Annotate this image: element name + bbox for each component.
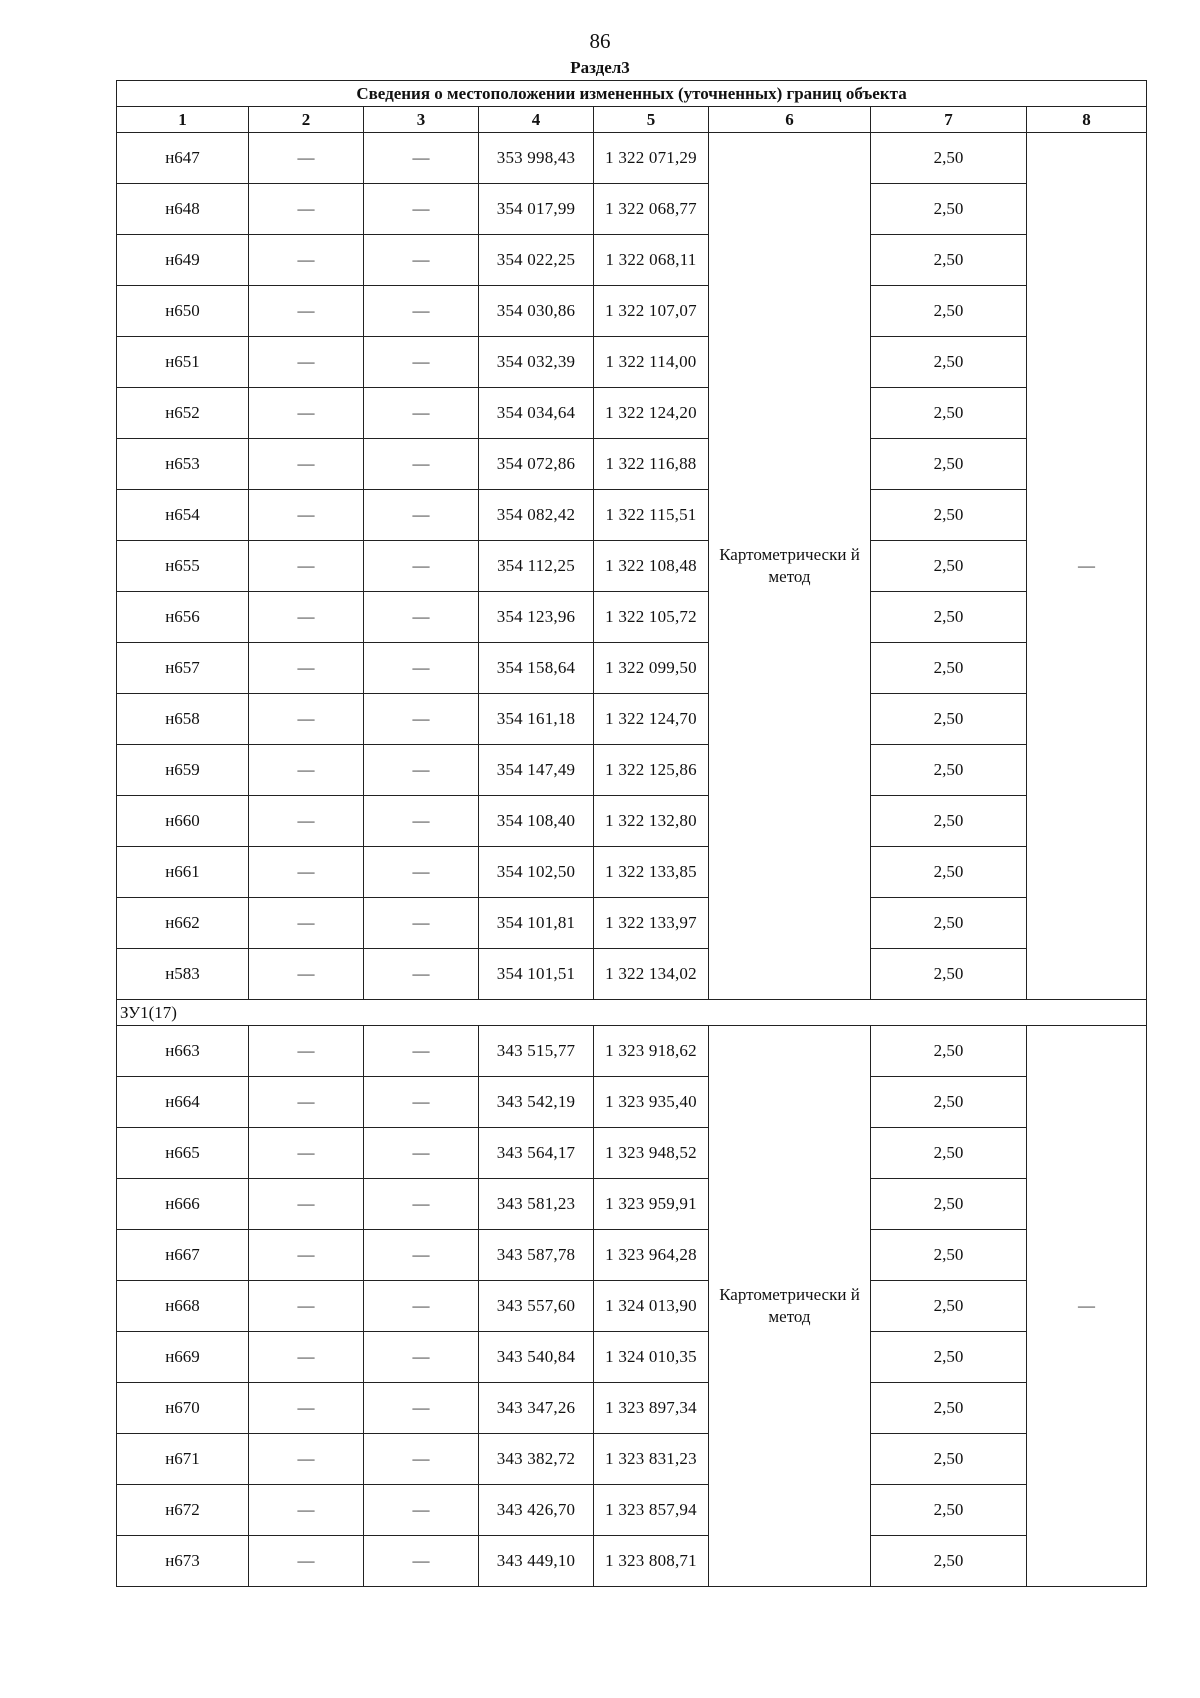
point-name-cell: н647 xyxy=(117,133,249,184)
col2-cell: — xyxy=(249,1536,364,1587)
x-coordinate-cell: 354 123,96 xyxy=(479,592,594,643)
table-row xyxy=(117,949,1147,1000)
group-label-row xyxy=(117,1000,1147,1026)
point-name-cell: н654 xyxy=(117,490,249,541)
y-coordinate-cell: 1 322 132,80 xyxy=(594,796,709,847)
y-coordinate-cell: 1 323 948,52 xyxy=(594,1128,709,1179)
table-row xyxy=(117,541,1147,592)
col3-cell: — xyxy=(364,1536,479,1587)
table-row xyxy=(117,694,1147,745)
y-coordinate-cell: 1 323 935,40 xyxy=(594,1077,709,1128)
col2-cell: — xyxy=(249,949,364,1000)
y-coordinate-cell: 1 322 124,70 xyxy=(594,694,709,745)
col2-cell: — xyxy=(249,1281,364,1332)
x-coordinate-cell: 354 101,81 xyxy=(479,898,594,949)
col3-cell: — xyxy=(364,1383,479,1434)
point-name-cell: н659 xyxy=(117,745,249,796)
col3-cell: — xyxy=(364,337,479,388)
col2-cell: — xyxy=(249,1434,364,1485)
y-coordinate-cell: 1 324 013,90 xyxy=(594,1281,709,1332)
precision-cell: 2,50 xyxy=(871,1485,1027,1536)
point-name-cell: н649 xyxy=(117,235,249,286)
table-row xyxy=(117,745,1147,796)
point-name-cell: н648 xyxy=(117,184,249,235)
point-name-cell: н651 xyxy=(117,337,249,388)
precision-cell: 2,50 xyxy=(871,1332,1027,1383)
col3-cell: — xyxy=(364,796,479,847)
point-name-cell: н652 xyxy=(117,388,249,439)
point-name-cell: н668 xyxy=(117,1281,249,1332)
y-coordinate-cell: 1 323 897,34 xyxy=(594,1383,709,1434)
point-name-cell: н672 xyxy=(117,1485,249,1536)
precision-cell: 2,50 xyxy=(871,1536,1027,1587)
x-coordinate-cell: 354 147,49 xyxy=(479,745,594,796)
precision-cell: 2,50 xyxy=(871,337,1027,388)
precision-cell: 2,50 xyxy=(871,184,1027,235)
col3-cell: — xyxy=(364,1332,479,1383)
x-coordinate-cell: 354 017,99 xyxy=(479,184,594,235)
x-coordinate-cell: 343 426,70 xyxy=(479,1485,594,1536)
precision-cell: 2,50 xyxy=(871,235,1027,286)
precision-cell: 2,50 xyxy=(871,694,1027,745)
col8-cell: — xyxy=(1027,1026,1147,1587)
x-coordinate-cell: 343 581,23 xyxy=(479,1179,594,1230)
table-row xyxy=(117,1179,1147,1230)
precision-cell: 2,50 xyxy=(871,949,1027,1000)
method-cell: Картометрически й метод xyxy=(709,1026,871,1587)
table-row xyxy=(117,1332,1147,1383)
col3-cell: — xyxy=(364,541,479,592)
col3-cell: — xyxy=(364,1281,479,1332)
y-coordinate-cell: 1 323 831,23 xyxy=(594,1434,709,1485)
col2-cell: — xyxy=(249,847,364,898)
table-row xyxy=(117,133,1147,184)
precision-cell: 2,50 xyxy=(871,1128,1027,1179)
col3-cell: — xyxy=(364,235,479,286)
col3-cell: — xyxy=(364,847,479,898)
point-name-cell: н656 xyxy=(117,592,249,643)
y-coordinate-cell: 1 322 108,48 xyxy=(594,541,709,592)
y-coordinate-cell: 1 322 133,97 xyxy=(594,898,709,949)
col2-cell: — xyxy=(249,796,364,847)
table-row xyxy=(117,1026,1147,1077)
table-row xyxy=(117,490,1147,541)
col3-cell: — xyxy=(364,898,479,949)
x-coordinate-cell: 353 998,43 xyxy=(479,133,594,184)
x-coordinate-cell: 343 382,72 xyxy=(479,1434,594,1485)
table-row xyxy=(117,1434,1147,1485)
x-coordinate-cell: 354 030,86 xyxy=(479,286,594,337)
col3-cell: — xyxy=(364,1128,479,1179)
table-row xyxy=(117,1128,1147,1179)
column-number: 6 xyxy=(709,107,871,133)
col3-cell: — xyxy=(364,694,479,745)
y-coordinate-cell: 1 322 105,72 xyxy=(594,592,709,643)
y-coordinate-cell: 1 322 125,86 xyxy=(594,745,709,796)
table-row xyxy=(117,898,1147,949)
column-number: 2 xyxy=(249,107,364,133)
y-coordinate-cell: 1 324 010,35 xyxy=(594,1332,709,1383)
table-row xyxy=(117,847,1147,898)
point-name-cell: н657 xyxy=(117,643,249,694)
col2-cell: — xyxy=(249,592,364,643)
column-number: 3 xyxy=(364,107,479,133)
y-coordinate-cell: 1 322 115,51 xyxy=(594,490,709,541)
col2-cell: — xyxy=(249,643,364,694)
col2-cell: — xyxy=(249,1128,364,1179)
table-row xyxy=(117,1536,1147,1587)
precision-cell: 2,50 xyxy=(871,1383,1027,1434)
col2-cell: — xyxy=(249,1383,364,1434)
x-coordinate-cell: 354 022,25 xyxy=(479,235,594,286)
point-name-cell: н658 xyxy=(117,694,249,745)
point-name-cell: н663 xyxy=(117,1026,249,1077)
col2-cell: — xyxy=(249,235,364,286)
y-coordinate-cell: 1 322 116,88 xyxy=(594,439,709,490)
col2-cell: — xyxy=(249,1332,364,1383)
x-coordinate-cell: 354 082,42 xyxy=(479,490,594,541)
precision-cell: 2,50 xyxy=(871,1026,1027,1077)
x-coordinate-cell: 354 112,25 xyxy=(479,541,594,592)
column-number: 5 xyxy=(594,107,709,133)
col2-cell: — xyxy=(249,286,364,337)
point-name-cell: н673 xyxy=(117,1536,249,1587)
section-title: Раздел3 xyxy=(570,58,630,77)
y-coordinate-cell: 1 322 068,77 xyxy=(594,184,709,235)
col2-cell: — xyxy=(249,1230,364,1281)
table-row xyxy=(117,796,1147,847)
column-number: 4 xyxy=(479,107,594,133)
x-coordinate-cell: 343 515,77 xyxy=(479,1026,594,1077)
col8-cell: — xyxy=(1027,133,1147,1000)
point-name-cell: н671 xyxy=(117,1434,249,1485)
col3-cell: — xyxy=(364,1179,479,1230)
table-row xyxy=(117,184,1147,235)
precision-cell: 2,50 xyxy=(871,847,1027,898)
method-cell: Картометрически й метод xyxy=(709,133,871,1000)
x-coordinate-cell: 343 587,78 xyxy=(479,1230,594,1281)
page-number: 86 xyxy=(589,29,611,53)
precision-cell: 2,50 xyxy=(871,541,1027,592)
col3-cell: — xyxy=(364,439,479,490)
x-coordinate-cell: 354 034,64 xyxy=(479,388,594,439)
precision-cell: 2,50 xyxy=(871,490,1027,541)
y-coordinate-cell: 1 322 071,29 xyxy=(594,133,709,184)
point-name-cell: н662 xyxy=(117,898,249,949)
point-name-cell: н655 xyxy=(117,541,249,592)
col3-cell: — xyxy=(364,133,479,184)
point-name-cell: н661 xyxy=(117,847,249,898)
boundaries-table xyxy=(116,80,1147,1587)
col3-cell: — xyxy=(364,1485,479,1536)
col3-cell: — xyxy=(364,745,479,796)
point-name-cell: н667 xyxy=(117,1230,249,1281)
y-coordinate-cell: 1 322 107,07 xyxy=(594,286,709,337)
precision-cell: 2,50 xyxy=(871,1230,1027,1281)
x-coordinate-cell: 343 540,84 xyxy=(479,1332,594,1383)
table-row xyxy=(117,235,1147,286)
x-coordinate-cell: 354 158,64 xyxy=(479,643,594,694)
col2-cell: — xyxy=(249,184,364,235)
col2-cell: — xyxy=(249,490,364,541)
x-coordinate-cell: 354 102,50 xyxy=(479,847,594,898)
col3-cell: — xyxy=(364,592,479,643)
col2-cell: — xyxy=(249,439,364,490)
col3-cell: — xyxy=(364,490,479,541)
x-coordinate-cell: 343 347,26 xyxy=(479,1383,594,1434)
x-coordinate-cell: 354 161,18 xyxy=(479,694,594,745)
table-row xyxy=(117,1077,1147,1128)
table-body xyxy=(117,81,1147,1587)
point-name-cell: н660 xyxy=(117,796,249,847)
col3-cell: — xyxy=(364,388,479,439)
col2-cell: — xyxy=(249,1077,364,1128)
table-row xyxy=(117,643,1147,694)
col3-cell: — xyxy=(364,1026,479,1077)
table-caption-row xyxy=(117,81,1147,107)
precision-cell: 2,50 xyxy=(871,643,1027,694)
point-name-cell: н669 xyxy=(117,1332,249,1383)
precision-cell: 2,50 xyxy=(871,1179,1027,1230)
group-label: ЗУ1(17) xyxy=(117,1000,1147,1026)
table-row xyxy=(117,1485,1147,1536)
col2-cell: — xyxy=(249,541,364,592)
y-coordinate-cell: 1 322 099,50 xyxy=(594,643,709,694)
x-coordinate-cell: 343 564,17 xyxy=(479,1128,594,1179)
x-coordinate-cell: 354 101,51 xyxy=(479,949,594,1000)
precision-cell: 2,50 xyxy=(871,592,1027,643)
column-numbers-row xyxy=(117,107,1147,133)
y-coordinate-cell: 1 322 134,02 xyxy=(594,949,709,1000)
x-coordinate-cell: 354 032,39 xyxy=(479,337,594,388)
table-row xyxy=(117,1230,1147,1281)
col2-cell: — xyxy=(249,1179,364,1230)
y-coordinate-cell: 1 323 918,62 xyxy=(594,1026,709,1077)
col2-cell: — xyxy=(249,745,364,796)
col2-cell: — xyxy=(249,898,364,949)
table-row xyxy=(117,388,1147,439)
point-name-cell: н666 xyxy=(117,1179,249,1230)
col3-cell: — xyxy=(364,1434,479,1485)
precision-cell: 2,50 xyxy=(871,796,1027,847)
x-coordinate-cell: 354 072,86 xyxy=(479,439,594,490)
point-name-cell: н665 xyxy=(117,1128,249,1179)
col2-cell: — xyxy=(249,388,364,439)
table-row xyxy=(117,1383,1147,1434)
table-row xyxy=(117,592,1147,643)
col2-cell: — xyxy=(249,337,364,388)
col2-cell: — xyxy=(249,694,364,745)
precision-cell: 2,50 xyxy=(871,1077,1027,1128)
point-name-cell: н664 xyxy=(117,1077,249,1128)
precision-cell: 2,50 xyxy=(871,439,1027,490)
col2-cell: — xyxy=(249,1026,364,1077)
column-number: 1 xyxy=(117,107,249,133)
precision-cell: 2,50 xyxy=(871,286,1027,337)
table-caption: Сведения о местоположении измененных (уточненных) границ объекта xyxy=(117,81,1147,107)
precision-cell: 2,50 xyxy=(871,133,1027,184)
x-coordinate-cell: 343 449,10 xyxy=(479,1536,594,1587)
column-number: 7 xyxy=(871,107,1027,133)
y-coordinate-cell: 1 323 959,91 xyxy=(594,1179,709,1230)
col2-cell: — xyxy=(249,133,364,184)
precision-cell: 2,50 xyxy=(871,898,1027,949)
col3-cell: — xyxy=(364,1077,479,1128)
y-coordinate-cell: 1 323 857,94 xyxy=(594,1485,709,1536)
precision-cell: 2,50 xyxy=(871,1281,1027,1332)
y-coordinate-cell: 1 322 114,00 xyxy=(594,337,709,388)
y-coordinate-cell: 1 323 808,71 xyxy=(594,1536,709,1587)
precision-cell: 2,50 xyxy=(871,1434,1027,1485)
table-row xyxy=(117,1281,1147,1332)
y-coordinate-cell: 1 323 964,28 xyxy=(594,1230,709,1281)
col2-cell: — xyxy=(249,1485,364,1536)
point-name-cell: н583 xyxy=(117,949,249,1000)
y-coordinate-cell: 1 322 124,20 xyxy=(594,388,709,439)
precision-cell: 2,50 xyxy=(871,745,1027,796)
table-row xyxy=(117,286,1147,337)
point-name-cell: н653 xyxy=(117,439,249,490)
point-name-cell: н670 xyxy=(117,1383,249,1434)
y-coordinate-cell: 1 322 068,11 xyxy=(594,235,709,286)
y-coordinate-cell: 1 322 133,85 xyxy=(594,847,709,898)
point-name-cell: н650 xyxy=(117,286,249,337)
x-coordinate-cell: 343 542,19 xyxy=(479,1077,594,1128)
x-coordinate-cell: 354 108,40 xyxy=(479,796,594,847)
x-coordinate-cell: 343 557,60 xyxy=(479,1281,594,1332)
table-row xyxy=(117,337,1147,388)
col3-cell: — xyxy=(364,286,479,337)
col3-cell: — xyxy=(364,643,479,694)
column-number: 8 xyxy=(1027,107,1147,133)
precision-cell: 2,50 xyxy=(871,388,1027,439)
table-row xyxy=(117,439,1147,490)
col3-cell: — xyxy=(364,1230,479,1281)
col3-cell: — xyxy=(364,184,479,235)
col3-cell: — xyxy=(364,949,479,1000)
